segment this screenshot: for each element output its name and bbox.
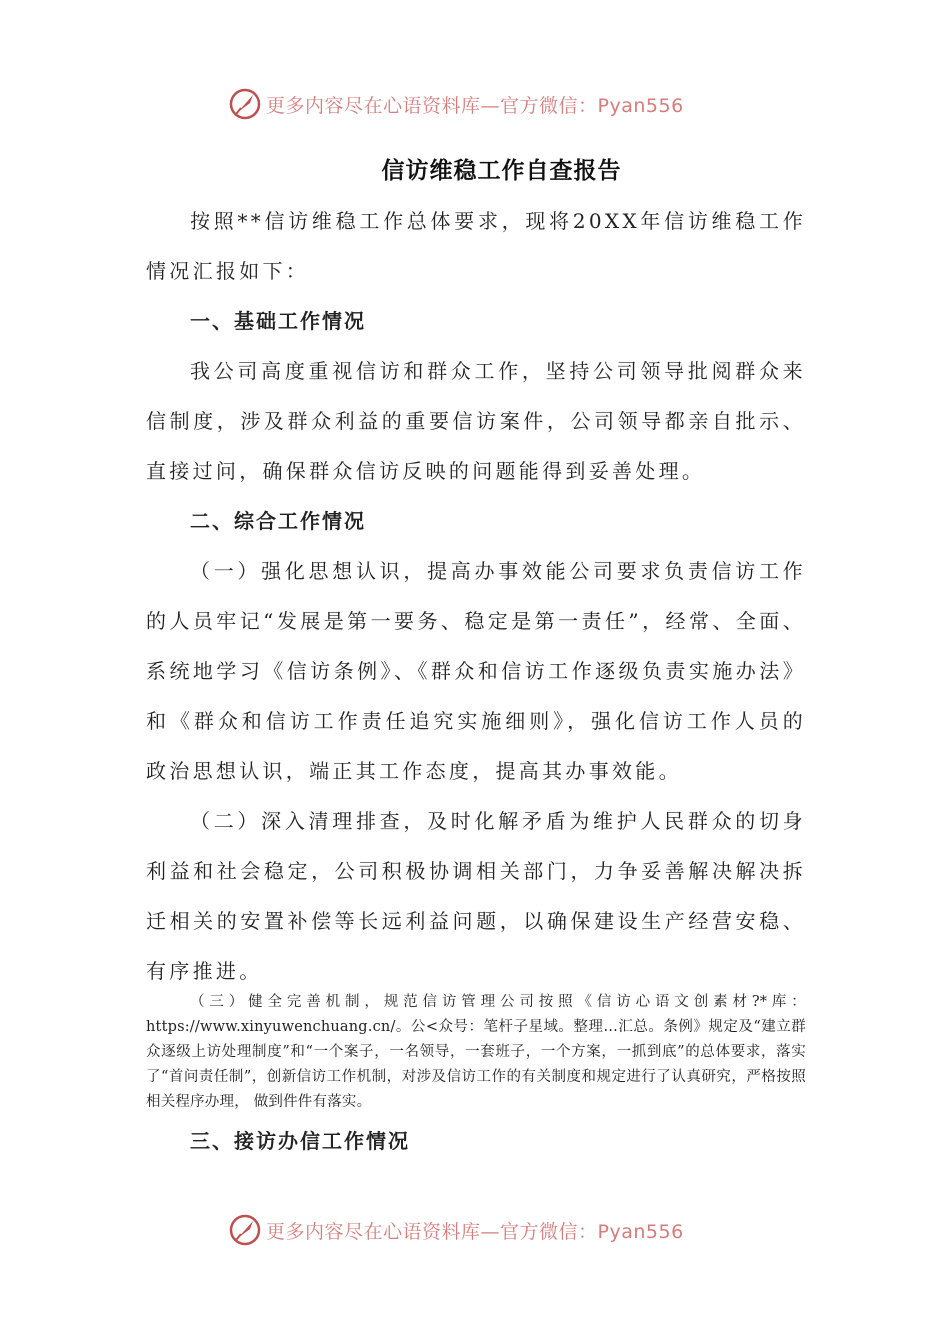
wechat-id: Pyan556 bbox=[597, 94, 684, 117]
wechat-id: Pyan556 bbox=[597, 1220, 684, 1243]
header-banner bbox=[228, 84, 748, 124]
section2-item3: （三）健全完善机制，规范信访管理公司按照《信访心语文创素材?*库：https://www.xinyuwenchuang.cn/。公<众号：笔杆子星域。整理…汇总。条例》规定及“建立群众逐级上访处理制度”和“一个案子，一名领导，一套班子，一个方案，一抓到底”的总体要求，落实了“首问责任制”，创新信访工作机制，对涉及信访工作的有关制度和规定进行了认真研究，严格按照相关程序办理， 做到件件有落实。 bbox=[146, 994, 806, 1110]
footer-banner bbox=[228, 1210, 748, 1250]
intro-paragraph: 按照**信访维稳工作总体要求，现将20XX年信访维稳工作情况汇报如下： bbox=[146, 209, 806, 283]
section2-heading: 二、综合工作情况 bbox=[190, 509, 366, 533]
section1-paragraph: 我公司高度重视信访和群众工作，坚持公司领导批阅群众来信制度，涉及群众利益的重要信访案件，公司领导都亲自批示、直接过问，确保群众信访反映的问题能得到妥善处理。 bbox=[146, 359, 806, 483]
banner-text: 更多内容尽在心语资料库—官方微信：Pyan556 bbox=[266, 1220, 684, 1243]
banner-text: 更多内容尽在心语资料库—官方微信：Pyan556 bbox=[266, 94, 684, 117]
section3-block bbox=[146, 1116, 806, 1166]
quill-logo-icon bbox=[228, 87, 262, 121]
quill-logo-icon bbox=[228, 1213, 262, 1247]
section2-item3-block bbox=[146, 990, 806, 1115]
section3-heading: 三、接访办信工作情况 bbox=[190, 1129, 410, 1153]
section2-item2: （二）深入清理排查，及时化解矛盾为维护人民群众的切身利益和社会稳定，公司积极协调相关部门，力争妥善解决解决拆迁相关的安置补偿等长远利益问题，以确保建设生产经营安稳、有序推进。 bbox=[146, 809, 806, 983]
document-body bbox=[146, 196, 806, 996]
section2-item1: （一）强化思想认识，提高办事效能公司要求负责信访工作的人员牢记“发展是第一要务、稳定是第一责任”，经常、全面、系统地学习《信访条例》、《群众和信访工作逐级负责实施办法》和《群众和信访工作责任追究实施细则》，强化信访工作人员的政治思想认识，端正其工作态度，提高其办事效能。 bbox=[146, 559, 806, 783]
document-title: 信访维稳工作自查报告 bbox=[381, 157, 622, 184]
section1-heading: 一、基础工作情况 bbox=[190, 309, 366, 333]
